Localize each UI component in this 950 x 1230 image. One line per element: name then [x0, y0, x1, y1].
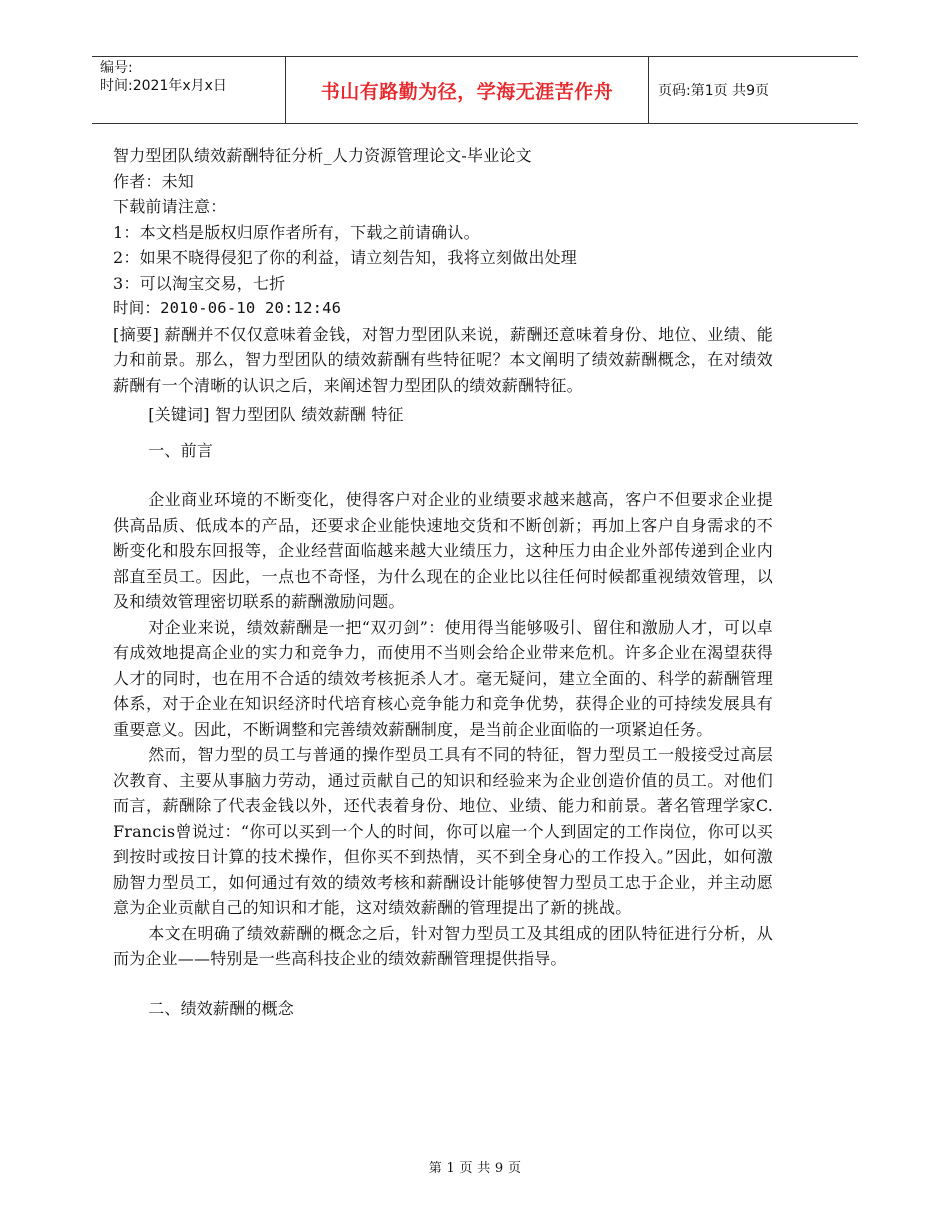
header-page-info: 页码:第1页 共9页: [658, 83, 769, 99]
document-body: [113, 143, 773, 1021]
download-note: 2：如果不晓得侵犯了你的利益，请立刻告知，我将立刻做出处理: [113, 248, 577, 267]
article-title: 智力型团队绩效薪酬特征分析_人力资源管理论文-毕业论文: [113, 146, 532, 165]
article-abstract: [摘要] 薪酬并不仅仅意味着金钱，对智力型团队来说，薪酬还意味着身份、地位、业绩、能力和前景。那么，智力型团队的绩效薪酬有些特征呢？本文阐明了绩效薪酬概念，在对绩效薪酬有一个清晰的认识之后，来阐述智力型团队的绩效薪酬特征。: [113, 324, 773, 395]
header-time-label: 时间:2021年x月x日: [100, 78, 227, 94]
download-note-heading: 下载前请注意：: [113, 197, 227, 216]
body-paragraph: 企业商业环境的不断变化，使得客户对企业的业绩要求越来越高，客户不但要求企业提供高品质、低成本的产品，还要求企业能快速地交货和不断创新；再加上客户自身需求的不断变化和股东回报等，企业经营面临越来越大业绩压力，这种压力由企业外部传递到企业内部直至员工。因此，一点也不奇怪，为什么现在的企业比以往任何时候都重视绩效管理，以及和绩效管理密切联系的薪酬激励问题。: [113, 490, 773, 611]
body-paragraph: 然而，智力型的员工与普通的操作型员工具有不同的特征，智力型员工一般接受过高层次教育、主要从事脑力劳动，通过贡献自己的知识和经验来为企业创造价值的员工。对他们而言，薪酬除了代表金钱以外，还代表着身份、地位、业绩、能力和前景。著名管理学家C. Francis曾说过：“你可以买到一个人的时间，你可以雇一个人到固定的工作岗位，你可以买到按时或按日计算的技术操作，但你买不到热情，买不到全身心的工作投入。”因此，如何激励智力型员工，如何通过有效的绩效考核和薪酬设计能够使智力型员工忠于企业，并主动愿意为企业贡献自己的知识和才能，这对绩效薪酬的管理提出了新的挑战。: [113, 745, 773, 917]
article-time: 时间：2010-06-10 20:12:46: [113, 299, 342, 317]
article-keywords: [关键词] 智力型团队 绩效薪酬 特征: [148, 405, 404, 424]
header-motto: 书山有路勤为径，学海无涯苦作舟: [320, 80, 614, 103]
download-note: 1：本文档是版权归原作者所有，下载之前请确认。: [113, 222, 480, 242]
article-author: 作者：未知: [113, 171, 195, 191]
header-number-label: 编号:: [100, 60, 133, 76]
header-divider-left: [285, 57, 286, 123]
download-note: 3：可以淘宝交易，七折: [113, 273, 286, 293]
header-divider-right: [648, 57, 649, 123]
document-header: [92, 56, 858, 124]
body-paragraph: 对企业来说，绩效薪酬是一把“双刃剑”：使用得当能够吸引、留住和激励人才，可以卓有成效地提高企业的实力和竞争力，而使用不当则会给企业带来危机。许多企业在渴望获得人才的同时，也在用不合适的绩效考核扼杀人才。毫无疑问，建立全面的、科学的薪酬管理体系，对于企业在知识经济时代培育核心竞争能力和竞争优势，获得企业的可持续发展具有重要意义。因此，不断调整和完善绩效薪酬制度，是当前企业面临的一项紧迫任务。: [113, 617, 773, 739]
body-paragraph: 本文在明确了绩效薪酬的概念之后，针对智力型员工及其组成的团队特征进行分析，从而为企业——特别是一些高科技企业的绩效薪酬管理提供指导。: [113, 923, 773, 968]
page-footer: 第 1 页 共 9 页: [428, 1161, 522, 1176]
section-heading: 二、绩效薪酬的概念: [148, 998, 294, 1018]
header-meta: [100, 59, 285, 95]
section-heading: 一、前言: [148, 440, 213, 460]
